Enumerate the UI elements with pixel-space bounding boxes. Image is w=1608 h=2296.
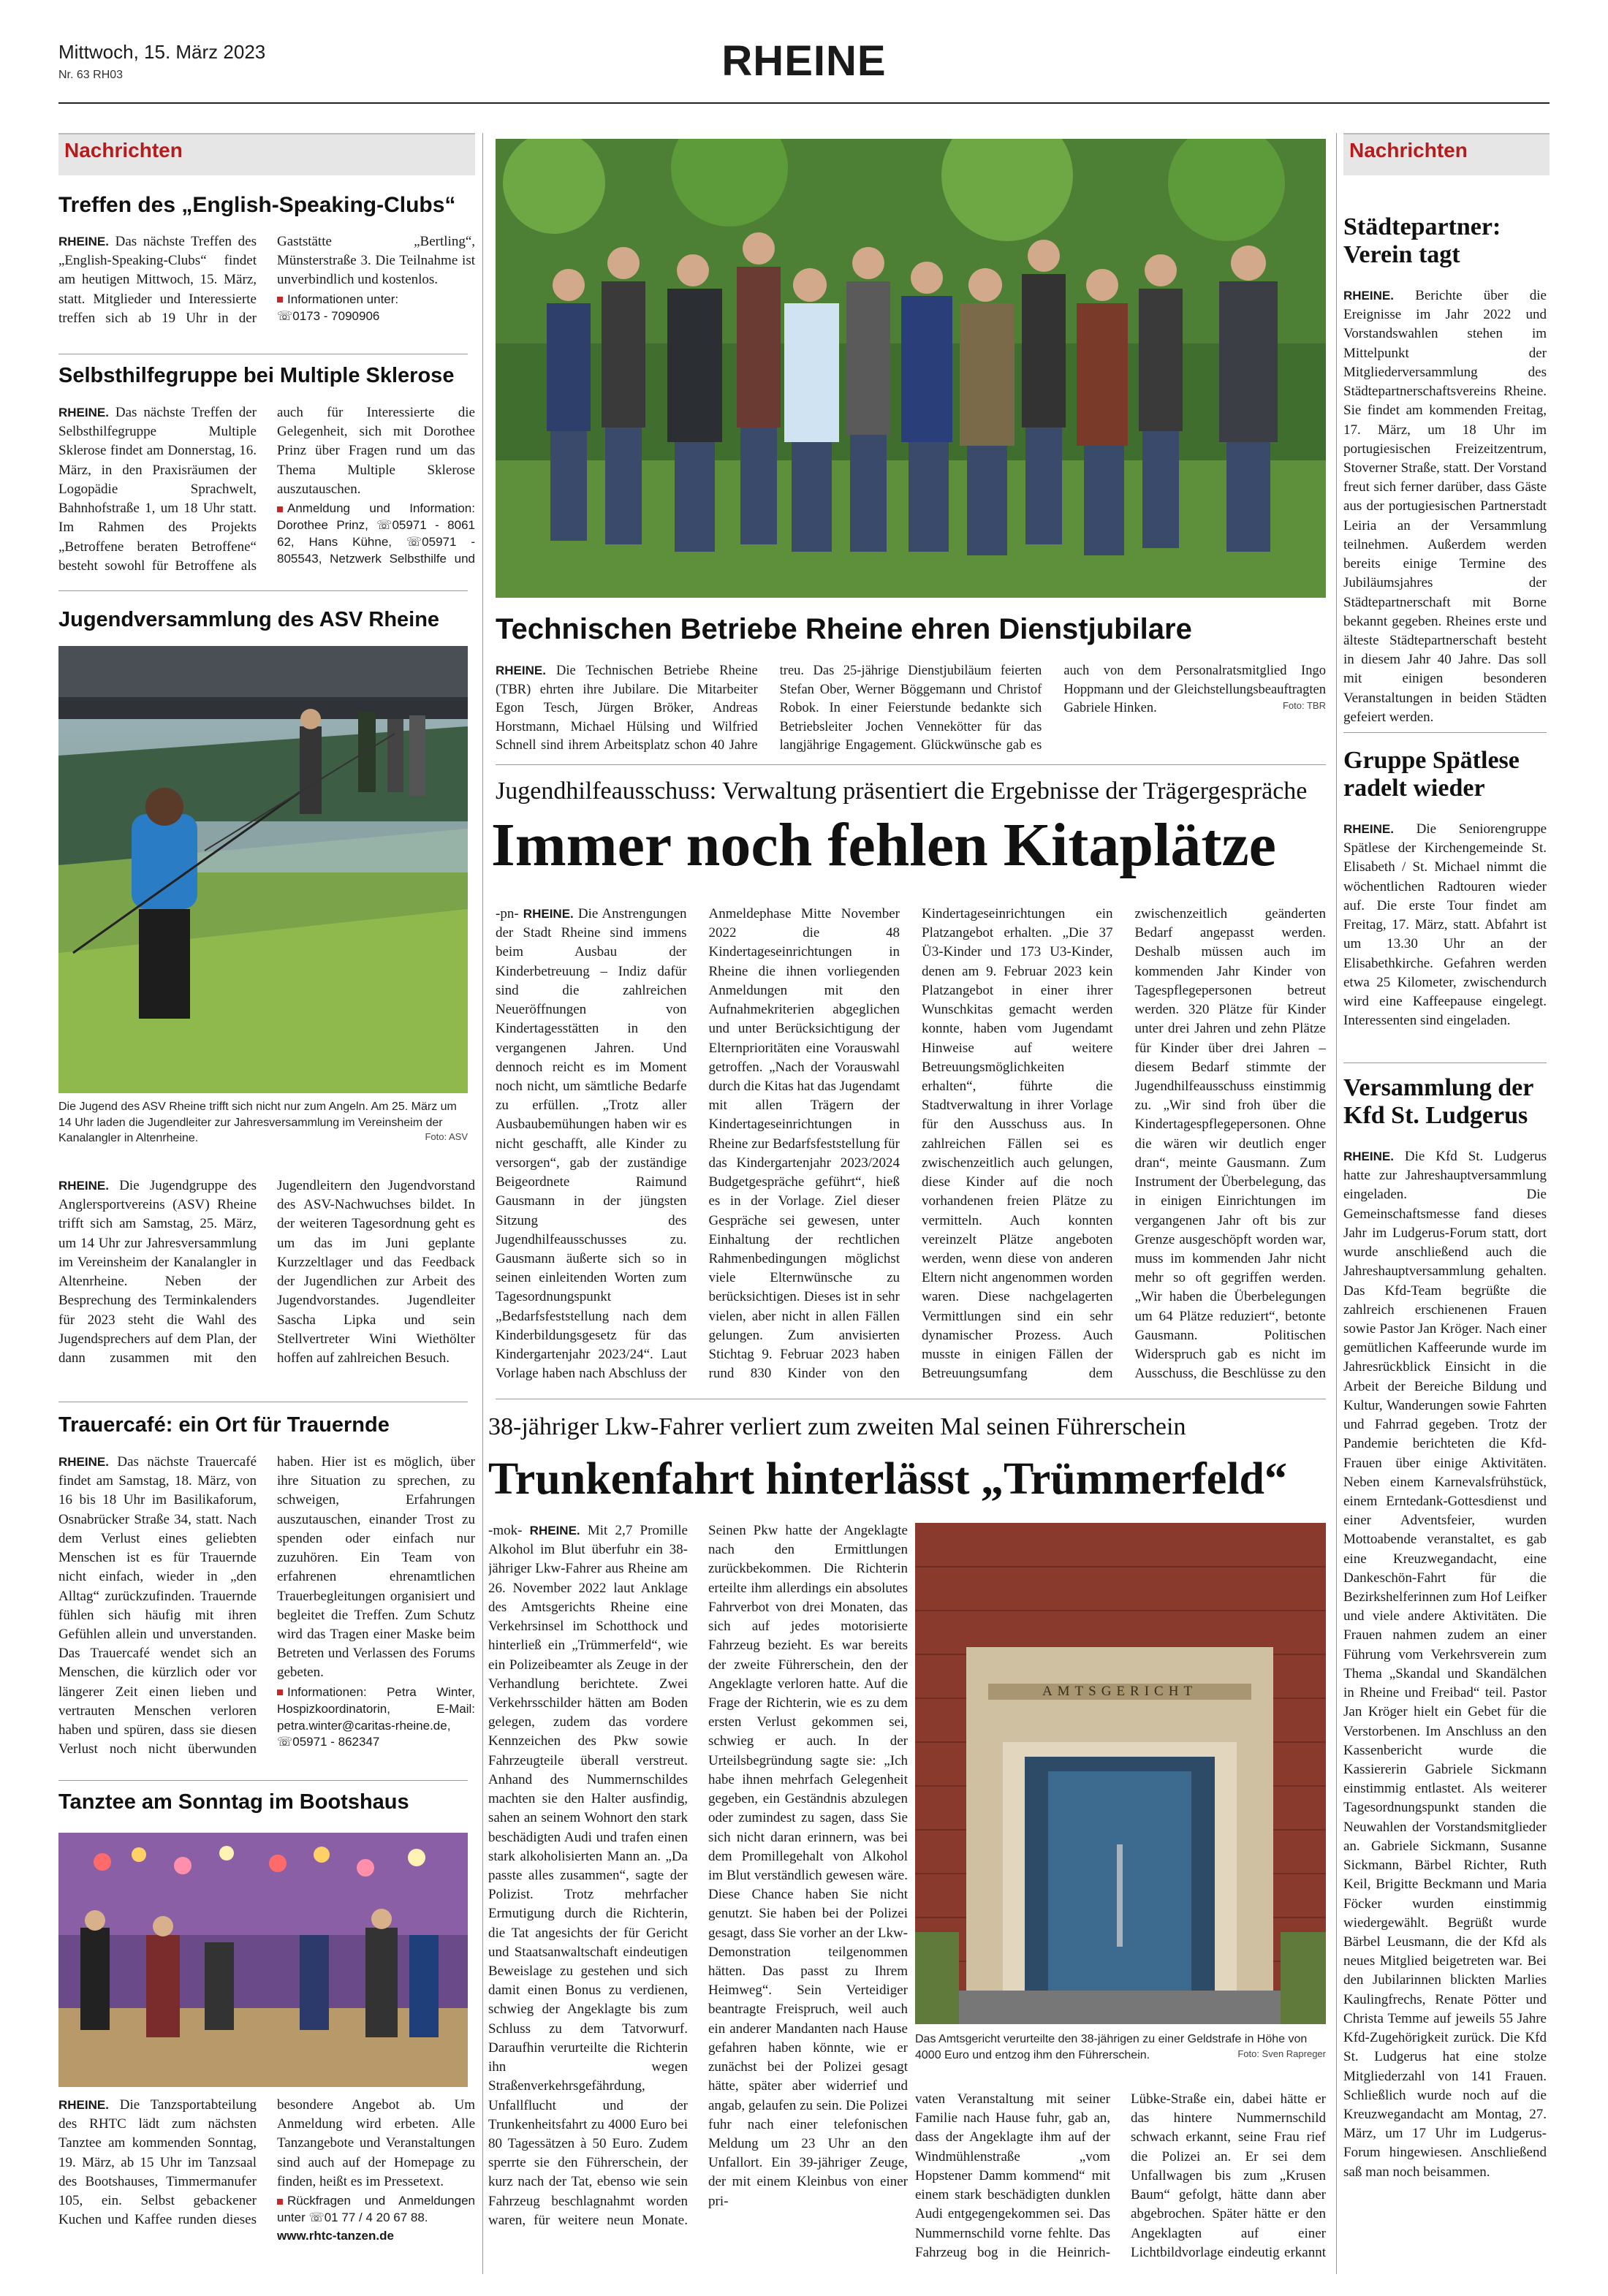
sklerose-body xyxy=(58,403,475,579)
tanztee-url-text[interactable]: www.rhtc-tanzen.de xyxy=(277,2228,394,2243)
kfd-text: Die Kfd St. Ludgerus hatte zur Jahreshauptversammlung eingeladen. Die Gemeinschaftsmesse fand dieses Jahr im Ludgerus-Forum statt, dort wurde anschließend auch die Jahreshauptversammlung gehalten. Das Kfd-Team begrüßte die zahlreich erschienenen Frauen sowie Pastor Jan Kröger. Nach einer gemütlichen Kaffeerunde wurde im Jahresrückblick Einsicht in die Arbeit der Bereiche Bildung und Kultur, Wanderungen sowie Fahrten und Fahrrad gegeben. Trotz der Pandemie berichteten die Kfd-Frauen über einige Aktivitäten. Neben einem Karnevalsfrühstück, einem Erntedank-Gottesdienst und einer Adventsfeier, wurden Mottoabende veranstaltet, es gab eine Kreuzwegandacht, eine Dankeschön-Fahrt für die Bezirkshelferinnen zum Hof Leifker und viele andere Aktivitäten. Die Frauen nahmen zudem an einer Führung vom Verkehrsverein zum Thema „Skandal und Skandälchen in Rheine und Freibad“ teil. Pastor Jan Kröger hielt ein Gebet für die Verstorbenen. Im Anschluss an den Kassenbericht wurde die Kassiererin Gabriele Sickmann einstimmig entlastet. Als weiterer Tagesordnungspunkt standen die Neuwahlen der Vorstandsmitglieder an. Gabriele Sickmann, Susanne Sickmann, Bärbel Richter, Ruth Keil, Brigitte Beckmann und Maria Föcker wurden einstimmig wiedergewählt. Begrüßt wurde Bärbel Leusmann, die der Kfd als neues Mitglied beigetreten war. Bei den Jubilarinnen blickten Marlies Kaulingfrechs, Renate Pötter und Christa Temme auf jeweils 55 Jahre Kfd-Zugehörigkeit zurück. Die Kfd St. Ludgerus hat eine stolze Mitgliederzahl von 141 Frauen. Schließlich wurde noch auf die Kreuzwegandacht am Montag, 27. März, um 17 Uhr im Ludgerus-Forum hingewiesen. Anschließend saß man noch beisammen. xyxy=(1343,1149,1547,2180)
english-heading: Treffen des „English-Speaking-Clubs“ xyxy=(58,193,456,217)
trunk-headline: Trunkenfahrt hinterlässt „Trümmerfeld“ xyxy=(488,1454,1287,1504)
asv-text: Die Jugendgruppe des Anglersportvereins (ASV) Rheine trifft sich am Samstag, 25. März, um 14 Uhr zur Jahresversammlung im Vereinsheim der Kanalangler in Altenrheine. Neben der Besprechung des Terminkalenders für 2023 steht die Wahl des Jugendsprechers auf dem Plan, der dann zusammen mit den Jugendleitern den Jugendvorstand des ASV-Nachwuchses bildet. In der weiteren Tagesordnung geht es um das im Juni geplante Kurzzeltlager und das Feedback der Jugendlichen zur Arbeit des Jugendvorstandes. Jugendleiter Sascha Lipka und sein Stellvertreter Wini Wiethölter hoffen auf zahlreichen Besuch. xyxy=(58,1178,475,1366)
spaetlese-text: Die Seniorengruppe Spätlese der Kirchengemeinde St. Elisabeth / St. Michael nimmt die wöchentlichen Radtouren wieder auf. Die erste Tour findet am Freitag, 17. März, statt. Abfahrt ist um 13.30 Uhr an der Elisabethkirche. Gefahren werden etwa 25 Kilometer, zwischendurch wird eine Kaffeepause eingelegt. Interessenten sind eingeladen. xyxy=(1343,821,1547,1029)
tanztee-heading: Tanztee am Sonntag im Bootshaus xyxy=(58,1790,409,1814)
asv-caption xyxy=(58,1099,468,1157)
staedte-dateline: RHEINE. xyxy=(1343,289,1394,303)
amtsgericht-photo xyxy=(915,1523,1326,2024)
amtsgericht-photo-credit: Foto: Sven Rapreger xyxy=(1237,2048,1326,2059)
trunk-body-a xyxy=(488,1521,908,2281)
divider xyxy=(1343,732,1547,733)
kita-headline: Immer noch fehlen Kitaplätze xyxy=(491,811,1276,879)
section-label-right: Nachrichten xyxy=(1343,133,1550,175)
issue-number: Nr. 63 RH03 xyxy=(58,69,124,81)
english-text: Das nächste Treffen des „English-Speaking-Clubs“ findet am heutigen Mittwoch, 15. März, statt. Mitglieder und Interessierte treffen sich ab 19 Uhr in der Gaststätte „Bertling“, Münsterstraße 3. Die Teilnahme ist unverbindlich und kostenlos. xyxy=(58,234,475,326)
tanztee-url[interactable] xyxy=(277,2228,475,2245)
trauer-info xyxy=(277,1684,475,1752)
trunk-text-a: Mit 2,7 Promille Alkohol im Blut überfuhr ein 38-jähriger Lkw-Fahrer aus Rheine am 26. November 2022 laut Anklage des Amtsgerichts Rheine eine Verkehrsinsel im Schotthock und hinterließ ein „Trümmerfeld“, wie ein Polizeibeamter als Zeuge in der Verhandlung berichtete. Zwei Verkehrsschilder hätten am Boden gelegen, zudem das vordere Kennzeichen des Pkw sowie Fahrzeugteile überall verstreut. Anhand des Nummernschildes machten sie den Halter ausfindig, sahen an seinem Wohnort den stark beschädigten Audi und trafen einen stark alkoholisierten Mann an. „Da passte alles zusammen“, sagte der Polizist. Trotz mehrfacher Ermutigung durch die Richterin, die Tat angesichts der für Gericht und Staatsanwaltschaft eindeutigen Beweislage zu gestehen und sich damit einen Bonus zu verdienen, schwieg der Angeklagte bis zum Schluss zu dem Tatvorwurf. Daraufhin verurteilte die Richterin ihn wegen Straßenverkehrsgefährdung, Unfallflucht und der Trunkenheitsfahrt zu 4000 Euro bei 80 Tagessätzen à 50 Euro. Zudem sperrte sie den Führerschein, der kurz nach der Tat, ebenso wie sein Fahrzeug beschlagnahmt worden waren, für weitere neun Monate. Seinen Pkw hatte der Angeklagte nach den Ermittlungen zurückbekommen. Die Richterin erteilte ihm allerdings ein absolutes Fahrverbot von drei Monaten, das sich auf jedes motorisierte Fahrzeug bezieht. Es war bereits der zweite Führerschein, den der Angeklagte verloren hatte. Auf die Frage der Richterin, wie es zu dem ersten Verlust gekommen sei, schwieg er auch. In der Urteilsbegründung sagte sie: „Ich habe ihnen mehrfach Gelegenheit gegeben, ein Geständnis abzulegen oder zumindest zu sagen, dass Sie sich nicht daran erinnern, was bei dem Promillegehalt von Alkohol im Blut verständlich gewesen wäre. Diese Chance haben Sie nicht genutzt. Sie haben bei der Polizei gesagt, dass Sie vorher an der Lkw-Demonstration teilgenommen hätten. Das passt zu Ihrem Heimweg“. Sein Verteidiger beantragte Freispruch, weil auch ein anderer Mandanten nach Hause gefahren haben könnte, wie er zunächst bei der Polizei gesagt hätte, später aber widerrief und angab, gelaufen zu sein. Die Polizei fuhr nach einer telefonischen Meldung um 23 Uhr an den Unfallort. Ein 39-jähriger Zeuge, der mit einem Kleinbus von einer pri- xyxy=(488,1523,908,2228)
column-rule xyxy=(1336,133,1337,2274)
info-marker-icon xyxy=(277,506,283,512)
staedte-heading: Städtepartner: Verein tagt xyxy=(1343,213,1501,269)
trunk-dateline: RHEINE. xyxy=(529,1524,580,1537)
trunk-kicker: 38-jähriger Lkw-Fahrer verliert zum zweiten Mal seinen Führerschein xyxy=(488,1413,1186,1440)
english-info-phone: ☏0173 - 7090906 xyxy=(277,308,380,323)
amtsgericht-caption xyxy=(915,2031,1326,2075)
trauer-dateline: RHEINE. xyxy=(58,1455,109,1469)
asv-photo xyxy=(58,646,468,1093)
amtsgericht-sign: AMTSGERICHT xyxy=(1042,1684,1198,1699)
column-rule xyxy=(482,133,483,2274)
info-marker-icon xyxy=(277,1689,283,1695)
masthead-rule xyxy=(58,102,1550,104)
tanztee-info xyxy=(277,2193,475,2227)
asv-dateline: RHEINE. xyxy=(58,1179,109,1193)
sklerose-dateline: RHEINE. xyxy=(58,406,109,419)
tanztee-info-text: Rückfragen und Anmeldungen unter ☏01 77 / 4 20 67 88. xyxy=(277,2194,475,2225)
staedte-text: Berichte über die Ereignisse im Jahr 2022 und Vorstandswahlen stehen im Mittelpunkt der Mitgliederversammlung des Städtepartnerschaftsvereins Rheine. Sie findet am kommenden Freitag, 17. März, um 18 Uhr im portugiesischen Freizeitzentrum, Stoverner Straße, statt. Der Vorstand freut sich ferner darüber, dass Gäste aus der portugiesischen Partnerstadt Leiria an der Versammlung teilnehmen. Außerdem werden bereits einige Termine des Jubiläumsjahres der Städtepartnerschaft mit Borne bekannt gegeben. Rheines erste und älteste Städtepartnerschaft besteht in diesem Jahr 40 Jahre. Das soll mit einigen besonderen Veranstaltungen in beiden Städten gefeiert werden. xyxy=(1343,288,1547,725)
kfd-dateline: RHEINE. xyxy=(1343,1149,1394,1163)
sklerose-heading: Selbsthilfegruppe bei Multiple Sklerose xyxy=(58,364,455,387)
page-title: RHEINE xyxy=(721,37,887,85)
staedte-body xyxy=(1343,286,1547,725)
amtsgericht-caption-text: Das Amtsgericht verurteilte den 38-jährigen zu einer Geldstrafe in Höhe von 4000 Euro und entzog ihm den Führerschein. xyxy=(915,2033,1308,2061)
trunk-dateline-prefix: -mok- xyxy=(488,1523,523,1538)
kita-dateline-prefix: -pn- xyxy=(496,906,519,921)
issue-date: Mittwoch, 15. März 2023 xyxy=(58,41,266,63)
spaetlese-dateline: RHEINE. xyxy=(1343,822,1394,836)
kita-kicker: Jugendhilfeausschuss: Verwaltung präsentiert die Ergebnisse der Trägergespräche xyxy=(496,778,1308,805)
info-marker-icon xyxy=(277,297,283,303)
english-info xyxy=(277,292,475,325)
kfd-body xyxy=(1343,1147,1547,2280)
tbr-body xyxy=(496,662,1326,757)
trauer-text: Das nächste Trauercafé findet am Samstag, 18. März, von 16 bis 18 Uhr im Basilikaforum, Osnabrücker Straße 34, statt. Nach dem Verlust eines geliebten Menschen ist es für Trauernde nicht einfach, wieder in „den Alltag“ zurückzufinden. Trauernde fühlen sich häufig mit ihren Gefühlen allein und unverstanden. Das Trauercafé wendet sich an Menschen, die kürzlich oder vor längerer Zeit einen lieben und vertrauten Menschen verloren haben und spüren, dass sie diesen Verlust noch nicht überwunden haben. Hier ist es möglich, über ihre Situation zu sprechen, zu schweigen, Erfahrungen auszutauschen, einander Trost zu spenden oder einfach nur zuzuhören. Ein Team von erfahrenen ehrenamtlichen Trauerbegleitungen organisiert und begleitet die Treffen. Zum Schutz wird das Tragen einer Maske beim Betreten und Verlassen des Forums gebeten. xyxy=(58,1454,475,1757)
trauer-body xyxy=(58,1453,475,1774)
sklerose-text: Das nächste Treffen der Selbsthilfegruppe Multiple Sklerose findet am Donnerstag, 16. März, in den Praxisräumen der Logopädie Sprachwelt, Bahnhofstraße 1, um 18 Uhr statt. Im Rahmen des Projekts „Betroffene beraten Betroffene“ besteht sowohl für Betroffene als auch für Interessierte die Gelegenheit, sich mit Dorothee Prinz über Fragen rund um das Thema Multiple Sklerose auszutauschen. xyxy=(58,405,475,574)
kita-dateline: RHEINE. xyxy=(523,907,574,921)
divider xyxy=(58,590,468,591)
tanztee-text: Die Tanzsportabteilung des RHTC lädt zum nächsten Tanztee am kommenden Sonntag, 19. März, ab 15 Uhr im Tanzsaal des Bootshauses, Timmermanufer 105, ein. Selbst gebackener Kuchen und Kaffee runden dieses besondere Angebot ab. Um Anmeldung wird erbeten. Alle Tanzangebote und Veranstaltungen sind auch auf der Homepage zu finden, heißt es im Pressetext. xyxy=(58,2097,475,2228)
tanztee-photo xyxy=(58,1833,468,2087)
trunk-body-b xyxy=(915,2090,1326,2280)
tbr-headline: Technischen Betriebe Rheine ehren Dienstjubilare xyxy=(496,613,1192,645)
spaetlese-body xyxy=(1343,820,1547,1061)
info-marker-icon xyxy=(277,2199,283,2205)
trunk-text-b: vaten Veranstaltung mit seiner Familie nach Hause fuhr, gab an, dass der Angeklagte ihm auf der Windmühlenstraße „vom Hopstener Damm kommend“ mit einem stark beschädigten dunklen Audi entgegengekommen sei. Das Nummernschild vorne fehlte. Das Fahrzeug bog in die Heinrich-Lübke-Straße ein, dabei hätte er das hintere Nummernschild schwach erkannt, seine Frau rief die Polizei an. Er sei dem Unfallwagen bis zum „Krusen Baum“ gefolgt, hätte dann aber abgebrochen. Später hätte er den Angeklagten auf einer Lichtbildvorlage eindeutig erkannt xyxy=(915,2091,1326,2260)
divider xyxy=(58,1780,468,1781)
english-body xyxy=(58,232,475,342)
kfd-heading: Versammlung der Kfd St. Ludgerus xyxy=(1343,1074,1533,1130)
english-info-label: Informationen unter: xyxy=(287,292,399,306)
asv-photo-credit: Foto: ASV xyxy=(425,1131,468,1143)
tbr-text: Die Technischen Betriebe Rheine (TBR) ehrten ihre Jubilare. Die Mitarbeiter Egon Tesch, Jürgen Bröker, Andreas Horstmann, Michael Hülsing und Wilfried Schnell sind ihrem Arbeitsplatz schon 40 Jahre treu. Das 25-jährige Dienstjubiläum feierten Stefan Ober, Werner Böggemann und Christof Robok. In einer Feierstunde bedankte sich Betriebsleiter Jochen Vennekötter für das langjährige Engagement. Glückwünsche gab es auch von dem Personalratsmitglied Ingo Hoppmann und der Gleichstellungsbeauftragten Gabriele Hinken. xyxy=(496,664,1326,753)
section-label-left: Nachrichten xyxy=(58,133,475,175)
kita-body xyxy=(496,905,1326,1394)
kita-text: Die Anstrengungen der Stadt Rheine sind immens beim Ausbau der Kinderbetreuung – Indiz dafür sind die zahlreichen Neueröffnungen von Kindertagesstätten in den vergangenen Jahren. Und dennoch reicht es im Moment noch nicht, um sämtliche Bedarfe zu erfüllen. „Trotz aller Ausbaubemühungen haben wir es nicht geschafft, alle Kinder zu versorgen“, gab der zuständige Beigeordnete Raimund Gausmann in der jüngsten Sitzung des Jugendhilfeausschusses zu. Gausmann äußerte sich so in seinen einleitenden Worten zum Tagesordnungspunkt „Bedarfsfeststellung nach dem Kinderbildungsgesetz für das Kindergartenjahr 2023/24“. Laut Vorlage haben nach Abschluss der Anmeldephase Mitte November 2022 die 48 Kindertageseinrichtungen in Rheine die ihnen vorliegenden Anmeldungen mit den Aufnahmekriterien abgeglichen und unter Berücksichtigung der Elternprioritäten eine Vorauswahl getroffen. „Nach der Vorauswahl durch die Kitas hat das Jugendamt mit allen Trägern der Kindertageseinrichtungen in Rheine zur Bedarfsfeststellung für das Kindergartenjahr 2023/2024 Budgetgespräche geführt“, hieß es in der Vorlage. Ziel dieser Gespräche sei gewesen, unter Einhaltung der rechtlichen Rahmenbedingungen möglichst viele Elternwünsche zu berücksichtigen. Dieses ist in sehr vielen, aber nicht in allen Fällen gelungen. Zum anvisierten Stichtag 9. Februar 2023 haben rund 830 Kinder von den Kindertageseinrichtungen ein Platzangebot erhalten. „Die 37 Ü3-Kinder und 173 U3-Kinder, denen am 9. Februar 2023 kein Platzangebot in einer ihrer Wunschkitas gemacht werden konnte, haben vom Jugendamt Hinweise auf weitere Betreuungsmöglichkeiten erhalten“, führte die Stadtverwaltung in ihrer Vorlage für den Ausschuss aus. In zahlreichen Fällen sei es zwischenzeitlich auch gelungen, diese Kinder auf die noch vorhandenen freien Plätze zu vermitteln. Auch konnten vereinzelt Plätze angeboten werden, wenn diese von anderen Eltern nicht angenommen worden waren. Diese nachgelagerten Vermittlungen sind ein sehr dynamischer Prozess. Auch musste in einigen Fällen der Betreuungsumfang dem zwischenzeitlich geänderten Bedarf angepasst werden. Deshalb müssen auch im kommenden Jahr Kinder von Tagespflegepersonen betreut werden. 320 Plätze für Kinder unter drei Jahren und zehn Plätze für Kinder über drei Jahren – diesem Bedarf stimmte der Jugendhilfeausschuss einstimmig zu. „Wir sind froh über die Kindertagespflegepersonen. Ohne die wären wir deutlich enger dran“, meinte Gausmann. Zum Instrument der Überbelegung, das in einigen Einrichtungen im vergangenen Jahr oft bis zur Grenze ausgeschöpft worden war, muss im kommenden Jahr nicht mehr so oft gegriffen werden. „Wir haben die Überbelegungen um 64 Plätze reduziert“, betonte Gausmann. Politischen Widerspruch gab es nicht im Ausschuss, die Beschlüsse zu den xyxy=(496,906,1326,1382)
tanztee-dateline: RHEINE. xyxy=(58,2098,109,2112)
trauer-heading: Trauercafé: ein Ort für Trauernde xyxy=(58,1413,390,1437)
tanztee-body xyxy=(58,2096,475,2271)
tbr-group-photo xyxy=(496,139,1326,598)
divider xyxy=(496,764,1326,765)
tbr-photo-credit: Foto: TBR xyxy=(1282,700,1326,712)
english-dateline: RHEINE. xyxy=(58,235,109,248)
tbr-dateline: RHEINE. xyxy=(496,664,546,677)
spaetlese-heading: Gruppe Spätlese radelt wieder xyxy=(1343,747,1520,802)
asv-body xyxy=(58,1176,475,1396)
trauer-info-text: Informationen: Petra Winter, Hospizkoordinatorin, E-Mail: petra.winter@caritas-rheine.de, ☏05971 - 862347 xyxy=(277,1684,475,1749)
sklerose-info-text: Anmeldung und Information: Dorothee Prinz, ☏05971 - 8061 62, Hans Kühne, ☏05971 - 805543, Netzwerk Selbsthilfe und xyxy=(277,501,475,566)
asv-heading: Jugendversammlung des ASV Rheine xyxy=(58,608,440,631)
asv-caption-text: Die Jugend des ASV Rheine trifft sich nicht nur zum Angeln. Am 25. März um 14 Uhr laden die Jugendleiter zur Jahresversammlung im Vereinsheim der Kanalangler in Altenrheine. xyxy=(58,1101,457,1145)
